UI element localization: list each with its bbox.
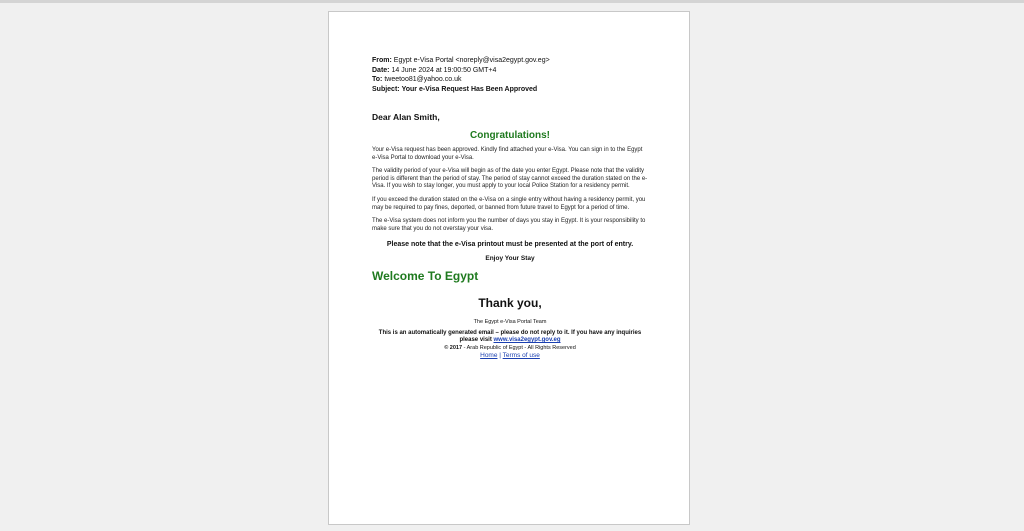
paragraph-responsibility: The e-Visa system does not inform you the number of days you stay in Egypt. It is your responsibility to make sure that you do not overstay your visa. [372, 218, 646, 232]
terms-link[interactable]: Terms of use [502, 352, 540, 360]
footer-links [372, 352, 648, 359]
enjoy-text: Enjoy Your Stay [485, 255, 535, 263]
welcome-heading: Welcome To Egypt [372, 269, 479, 284]
date-line: Date: 14 June 2024 at 19:00:50 GMT+4 [372, 66, 497, 74]
to-line: To: tweetoo81@yahoo.co.uk [372, 76, 462, 83]
paragraph-overstay: If you exceed the duration stated on the e-Visa on a single entry without having a residency permit, you may be required to pay fines, deported, or banned from future travel to Egypt for a period of time. [372, 196, 646, 211]
document-page [328, 11, 690, 525]
email-header [372, 56, 648, 94]
thank-you-text: Thank you, [478, 296, 542, 311]
greeting: Dear Alan Smith, [372, 112, 440, 122]
email-content [372, 56, 648, 359]
paragraph-approved: Your e-Visa request has been approved. Kindly find attached your e-Visa. You can sign in to the Egypt e-Visa Portal to download your e-Visa. [372, 147, 643, 161]
subject-line: Subject: Your e-Visa Request Has Been Approved [372, 85, 538, 93]
portal-link[interactable]: www.visa2egypt.gov.eg [493, 337, 561, 344]
congratulations-heading: Congratulations! [470, 130, 550, 141]
link-separator: | [497, 352, 503, 360]
from-value: Egypt e-Visa Portal <noreply@visa2egypt.gov.eg> [393, 57, 550, 64]
team-signature: The Egypt e-Visa Portal Team [473, 319, 547, 326]
auto-generated-notice: This is an automatically generated email – please do not reply to it. If you have any inquiries please visit www.visa2egypt.gov.eg [378, 330, 642, 344]
printout-note: Please note that the e-Visa printout must be presented at the port of entry. [386, 241, 634, 249]
paragraph-validity: The validity period of your e-Visa will begin as of the date you enter Egypt. Please note that the validity period is different than the period of stay. The period of stay cannot exceed the duration stated on the e-Visa. If you wish to stay longer, you must apply to your local Police Station for a residency permit. [372, 168, 648, 190]
date-value: 14 June 2024 at 19:00:50 GMT+4 [391, 66, 497, 74]
home-link[interactable]: Home [480, 352, 498, 360]
to-value: tweetoo81@yahoo.co.uk [384, 76, 462, 83]
subject-value: Your e-Visa Request Has Been Approved [401, 85, 538, 93]
copyright-line: © 2017 - Arab Republic of Egypt - All Rights Reserved [444, 345, 576, 352]
from-line: From: Egypt e-Visa Portal <noreply@visa2egypt.gov.eg> [372, 57, 550, 64]
viewer-top-bar [0, 0, 1024, 3]
